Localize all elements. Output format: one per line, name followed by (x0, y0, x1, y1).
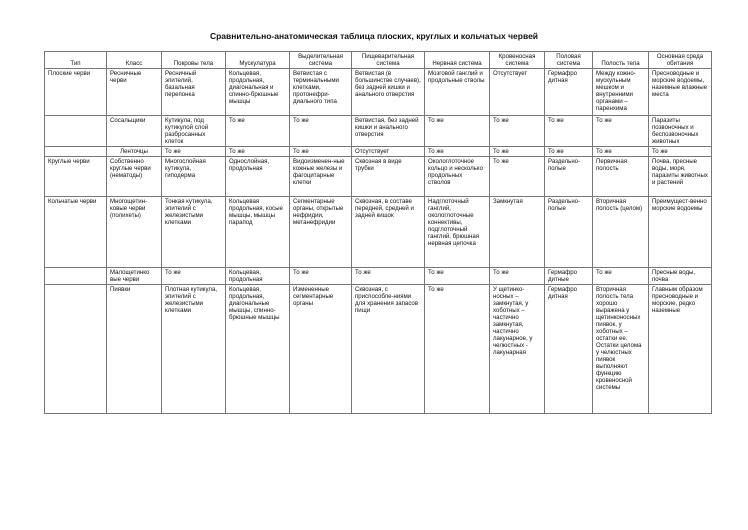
table-cell: Малощетинко вые черви (107, 268, 162, 285)
table-cell: То же (425, 147, 490, 157)
table-cell: Измененные сегментарные органы (290, 285, 352, 414)
table-cell: Почва, пресные воды, моря, паразиты животных и растений (649, 157, 712, 197)
table-cell: Мозговой ганглий и продольные стволы (425, 69, 490, 116)
table-title: Сравнительно-анатомическая таблица плоских, круглых и кольчатых червей (209, 31, 539, 41)
header-cell-circulatory: Кровеносная система (490, 52, 545, 69)
header-row (45, 52, 712, 69)
table-cell (45, 268, 107, 285)
table-cell: Раздельно-полые (545, 157, 593, 197)
table-cell: То же (490, 268, 545, 285)
table-cell: То же (226, 116, 290, 147)
table-cell: То же (425, 268, 490, 285)
table-cell: Плоские черви (45, 69, 107, 116)
table-cell: Ветвистая, без задней кишки и анального отверстия (352, 116, 425, 147)
table-cell: Сквозная, с приспособле-ниями для хранения запасов пищи (352, 285, 425, 414)
header-cell-body-cavity: Полость тела (593, 52, 649, 69)
table-cell: То же (162, 147, 226, 157)
header-cell-digestive: Пищеварительная система (352, 52, 425, 69)
table-cell: То же (593, 116, 649, 147)
table-cell: Пиявки (107, 285, 162, 414)
table-cell (45, 285, 107, 414)
table-cell: Однослойная, продольная (226, 157, 290, 197)
table-cell: То же (490, 116, 545, 147)
table-cell: То же (226, 147, 290, 157)
table-cell: То же (425, 285, 490, 414)
table-cell (45, 116, 107, 147)
table-cell: То же (352, 268, 425, 285)
table-row (45, 268, 712, 285)
table-cell: Гермафро дитные (545, 268, 593, 285)
table-row (45, 69, 712, 116)
table-cell: То же (490, 157, 545, 197)
table-cell (45, 147, 107, 157)
header-cell-covers: Покровы тела (162, 52, 226, 69)
table-row (45, 116, 712, 147)
table-cell: То же (490, 147, 545, 157)
table-cell: Пресноводные и морские водоемы, наземные влажные места (649, 69, 712, 116)
table-cell: Главным образом пресноводные и морские, редко наземные (649, 285, 712, 414)
table-cell: То же (162, 268, 226, 285)
header-cell-muscles: Мускулатура (226, 52, 290, 69)
table-cell: Кольцевая продольная, косые мышцы, мышцы парапод (226, 197, 290, 268)
table-cell: Гермафро дитная (545, 285, 593, 414)
table-cell: То же (545, 116, 593, 147)
table-cell: Раздельно-полые (545, 197, 593, 268)
table-cell: Отсутствует (490, 69, 545, 116)
table-cell: Между кожно-мускульным мешком и внутренними органами – паренхима (593, 69, 649, 116)
table-cell: Кутикула, под кутикулой слой разбросанных клеток (162, 116, 226, 147)
header-cell-reproductive: Половая система (545, 52, 593, 69)
header-cell-habitat: Основная среда обитания (649, 52, 712, 69)
comparison-table (44, 51, 712, 414)
table-cell: Ленточцы (107, 147, 162, 157)
header-cell-class: Класс (107, 52, 162, 69)
header-cell-type: Тип (45, 52, 107, 69)
table-cell: То же (545, 147, 593, 157)
table-row (45, 197, 712, 268)
table-cell: Ресничный эпителий, базальная перепонка (162, 69, 226, 116)
table-cell: У щетинко-носных – замкнутая, у хоботных – частично замкнутая, частично лакунарное, у челюстных - лакунарная (490, 285, 545, 414)
table-cell: Пресные воды, почва (649, 268, 712, 285)
table-cell: Кольцевая, продольная, диагональные мышцы, спинно-брюшные мышцы (226, 285, 290, 414)
table-cell: Плотная кутикула, эпителий с железистыми клетками (162, 285, 226, 414)
table-cell: То же (290, 147, 352, 157)
table-cell: Многослойная кутикула, гиподерма (162, 157, 226, 197)
header-cell-excretory: Выделительная система (290, 52, 352, 69)
table-cell: Собственно круглые черви (нематоды) (107, 157, 162, 197)
table-cell: То же (593, 147, 649, 157)
table-row (45, 147, 712, 157)
table-cell: Кольцевая, продольная (226, 268, 290, 285)
table-cell: Кольчатые черви (45, 197, 107, 268)
table-cell: Многощетин-ковые черви (полихеты) (107, 197, 162, 268)
table-cell: Гермафро дитная (545, 69, 593, 116)
table-cell: Сосальщики (107, 116, 162, 147)
table-cell: Паразиты позвоночных и беспозвоночных животных (649, 116, 712, 147)
table-cell: Видоизменен-ные кожные железы и фагоцитарные клетки (290, 157, 352, 197)
table-cell: То же (649, 147, 712, 157)
table-cell: То же (290, 268, 352, 285)
table-cell: То же (290, 116, 352, 147)
table-cell: Преимущест-венно морские водоемы (649, 197, 712, 268)
table-cell: Первичная полость (593, 157, 649, 197)
table-cell: Круглые черви (45, 157, 107, 197)
table-cell: Кольцевая, продольная, диагональная и спинно-брюшные мышцы (226, 69, 290, 116)
table-cell: Тонкая кутикула, эпителий с железистыми клетками (162, 197, 226, 268)
table-cell: Замкнутая (490, 197, 545, 268)
table-cell: Сквозная, в составе передней, средней и задней кишок (352, 197, 425, 268)
table-cell: Надглоточный ганглий, окологлоточные коннективы, подглоточный ганглий, брюшная нервная цепочка (425, 197, 490, 268)
table-row (45, 157, 712, 197)
table-cell: Ресничные черви (107, 69, 162, 116)
table-cell: Ветвистая (в большинстве случаев), без задней кишки и анального отверстия (352, 69, 425, 116)
table-cell: То же (425, 116, 490, 147)
table-cell: То же (593, 268, 649, 285)
table-cell: Ветвистая с терминальными клетками, протонефри-диального типа (290, 69, 352, 116)
table-cell: Сквозная в виде трубки (352, 157, 425, 197)
header-cell-nervous: Нервная система (425, 52, 490, 69)
table-cell: Окологлоточное кольцо и несколько продольных стволов (425, 157, 490, 197)
table-row (45, 285, 712, 414)
table-cell: Сегментарные органы, открытые нефридии, метанефридии (290, 197, 352, 268)
table-cell: Отсутствует (352, 147, 425, 157)
table-cell: Вторичная полость тела хорошо выражена у щетинконосных пиявок, у хоботных – остатки ее. Остатки целома у челюстных пиявок выполняют функцию кровеносной системы (593, 285, 649, 414)
table-cell: Вторичная полость (целом) (593, 197, 649, 268)
